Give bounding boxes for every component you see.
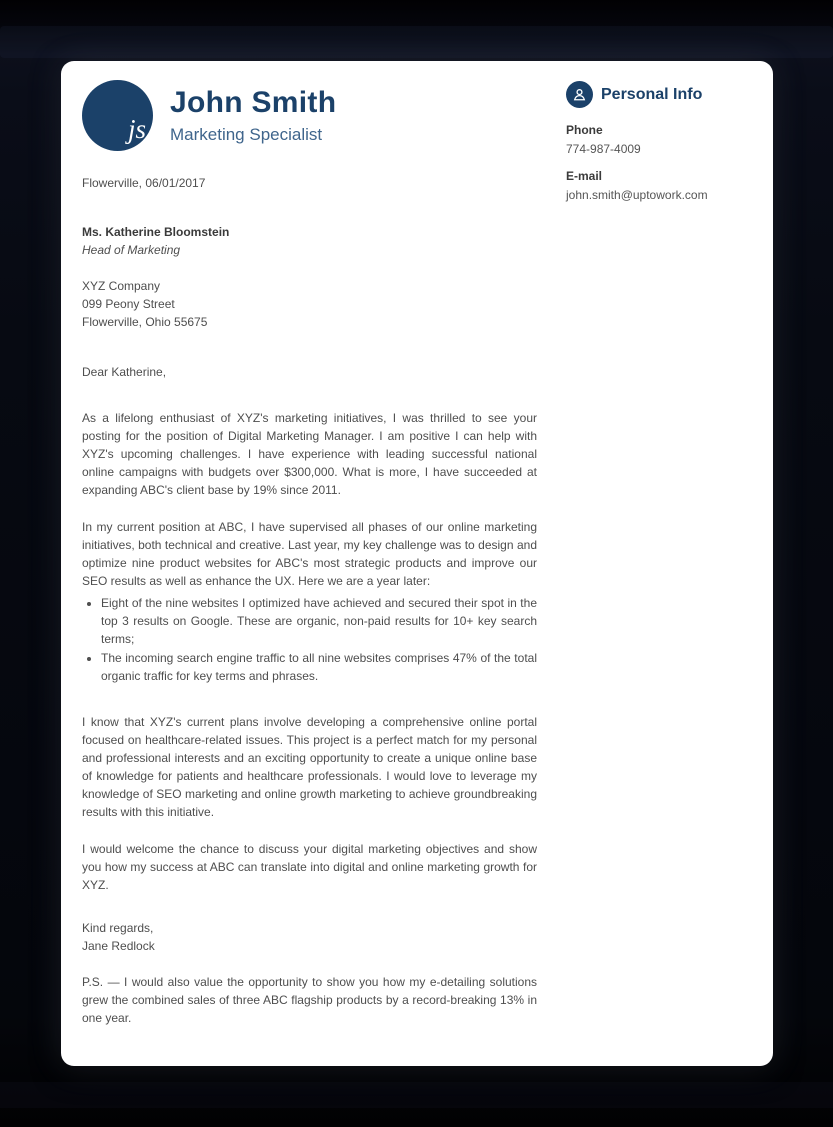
avatar — [82, 80, 153, 151]
letter-paragraph-1: As a lifelong enthusiast of XYZ's marketing initiatives, I was thrilled to see your posting for the position of Digital Marketing Manager. I am positive I can help with XYZ's upcoming challenges. I have experience with leading successful national online campaigns with budgets over $300,000. What is more, I have succeeded at expanding ABC's client base by 19% since 2011. — [82, 411, 537, 497]
salutation: Dear Katherine, — [82, 365, 167, 379]
email-value: john.smith@uptowork.com — [566, 188, 708, 202]
letter-paragraph-4: I would welcome the chance to discuss your digital marketing objectives and show you how my success at ABC can translate into digital and online marketing growth for XYZ. — [82, 842, 537, 892]
bullet-list — [82, 594, 537, 685]
phone-label: Phone — [566, 123, 603, 137]
postscript: P.S. — I would also value the opportunity to show you how my e-detailing solutions grew the combined sales of three ABC flagship products by a record-breaking 13% in one year. — [82, 975, 537, 1025]
letter-body — [82, 174, 537, 1027]
signoff: Kind regards, — [82, 921, 154, 935]
recipient-name: Ms. Katherine Bloomstein — [82, 225, 230, 239]
letter-paragraph-3: I know that XYZ's current plans involve developing a comprehensive online portal focused on healthcare-related issues. This project is a perfect match for my personal and professional interests and an exciting opportunity to create a unique online base of knowledge for patients and healthcare professionals. I would love to leverage my knowledge of SEO marketing and online growth marketing to achieve groundbreaking results with this initiative. — [82, 715, 537, 819]
candidate-name: John Smith — [170, 86, 337, 119]
recipient-block — [82, 223, 537, 259]
candidate-job-title: Marketing Specialist — [170, 125, 323, 144]
recipient-title: Head of Marketing — [82, 243, 181, 257]
avatar-initials: js — [127, 114, 146, 144]
personal-info-column — [566, 80, 744, 1027]
letter-column — [82, 80, 537, 1027]
document-card — [61, 61, 773, 1066]
phone-field — [566, 123, 744, 156]
company-address-block — [82, 277, 537, 331]
personal-info-header — [566, 81, 744, 108]
date-line: Flowerville, 06/01/2017 — [82, 176, 206, 190]
phone-value: 774-987-4009 — [566, 142, 641, 156]
name-block — [170, 86, 336, 145]
personal-info-heading: Personal Info — [601, 85, 703, 103]
letter-header — [82, 80, 537, 151]
bullet-item: • The incoming search engine traffic to all nine websites comprises 47% of the total organic traffic for key terms and phrases. — [101, 649, 537, 685]
email-label: E-mail — [566, 169, 603, 183]
backdrop-glow-bottom — [0, 1082, 833, 1108]
email-field — [566, 169, 744, 202]
city-address: Flowerville, Ohio 55675 — [82, 315, 208, 329]
company-name: XYZ Company — [82, 279, 161, 293]
backdrop-glow-top — [0, 26, 833, 58]
bullet-item: • Eight of the nine websites I optimized have achieved and secured their spot in the top 3 results on Google. These are organic, non-paid results for 10+ key search terms; — [101, 594, 537, 648]
person-icon — [566, 81, 593, 108]
letter-paragraph-2: In my current position at ABC, I have supervised all phases of our online marketing initiatives, both technical and creative. Last year, my key challenge was to design and optimize nine product websites for ABC's most strategic products and improve our SEO results as well as enhance the UX. Here we are a year later: — [82, 520, 537, 588]
signature-name: Jane Redlock — [82, 939, 155, 953]
signoff-block — [82, 919, 537, 955]
street-address: 099 Peony Street — [82, 297, 175, 311]
